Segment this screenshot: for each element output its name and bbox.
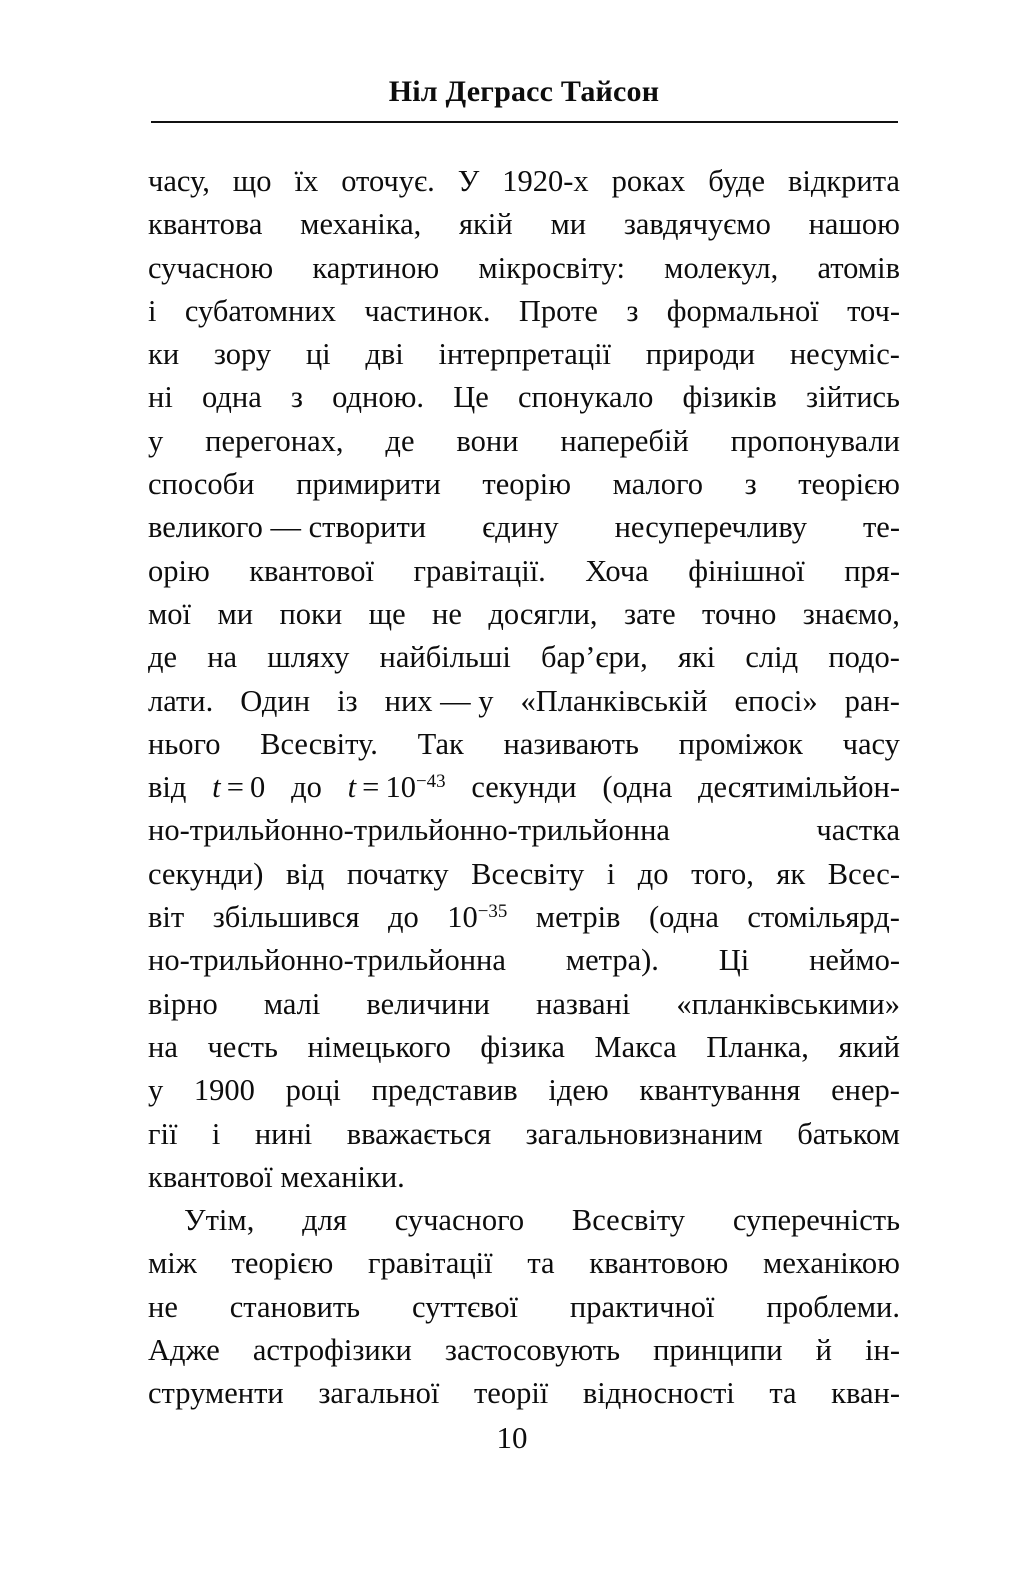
text-word: подо- [828,640,900,675]
text-word: поки [279,596,343,631]
text-word: нині [254,1116,313,1151]
text-word: із [337,683,358,718]
math-variable-t: t [347,770,357,805]
text-word: завдячуємо [623,207,771,242]
text-word: неймо- [809,943,900,978]
text-word: у [148,423,164,458]
text-word: Макса [594,1029,677,1064]
text-line [148,896,900,939]
running-head-title: Ніл Деграсс Тайсон [388,75,660,108]
text-word: гравітації. [413,553,546,588]
text-word: застосовують [444,1333,620,1368]
text-word: них — у [384,683,494,718]
text-line [148,680,900,723]
text-word: інтерпретації [438,337,612,372]
text-word: віт [148,900,185,935]
text-word: який [838,1029,900,1064]
text-word: сучасного [394,1203,525,1238]
text-word: з [744,467,757,502]
text-word: до [637,856,669,891]
text-word: t = 0 [212,770,266,805]
text-word: ні [148,380,173,415]
text-word: способи [148,467,255,502]
text-word: становить [229,1289,361,1324]
text-word: де [385,423,415,458]
text-word: Планка, [706,1029,809,1064]
text-word: шляху [267,640,350,675]
text-word: секунди) [148,856,264,891]
text-word: формальної [666,293,819,328]
math-variable-t: t [212,770,221,805]
text-word: метрів [535,900,621,935]
text-word: зору [213,337,272,372]
text-line [148,247,900,290]
text-word: зате [623,596,676,631]
text-word: великого — створити [148,510,427,545]
header-rule [151,121,898,123]
text-word: частка [816,813,900,848]
text-word: вони [456,423,519,458]
text-word: роках [611,164,686,198]
text-word: пря- [844,553,900,588]
text-word: квантування [639,1073,801,1108]
text-word: вважається [346,1116,492,1151]
text-word: сучасною [148,250,274,285]
text-word: з [290,380,303,415]
text-word: проблеми. [766,1289,900,1324]
math-exponent: −43 [416,771,446,793]
text-word: бар’єри, [540,640,648,675]
text-word: німецького [307,1029,451,1064]
text-line [148,1286,900,1329]
text-word: $t = 10^{-43}$ [347,770,446,805]
text-word: часу, [148,164,210,198]
text-word: оточує. [341,164,435,198]
text-word: практичної [569,1289,715,1324]
text-word: як [776,856,806,891]
text-line [148,809,900,852]
text-word: малі [263,986,321,1021]
text-word: не [432,596,462,631]
text-word: називають [503,726,639,761]
text-word: секунди [471,770,577,805]
text-line [148,376,900,419]
text-word: теорією [231,1246,334,1281]
text-word: Всесвіту. [260,726,378,761]
text-line [148,203,900,246]
text-word: Один [240,683,311,718]
text-word: слід [745,640,799,675]
text-word: частинок. [364,293,491,328]
text-word: ці [305,337,331,372]
text-line: квантової механіки. [148,1159,405,1194]
text-line [148,333,900,376]
text-word: струменти [148,1376,284,1411]
text-word: но-трильйонно-трильйонна [148,943,506,978]
text-word: на [148,1029,178,1064]
text-word: одною. [332,380,425,415]
text-word: проміжок [678,726,803,761]
text-word: де [148,640,178,675]
text-line [148,636,900,679]
text-word: нього [148,726,221,761]
text-word: зійтись [806,380,900,415]
text-word: принципи [653,1333,783,1368]
text-word: (одна [648,900,719,935]
text-word: нашою [808,207,900,242]
text-word: якій [459,207,513,242]
text-word: загальної [318,1376,440,1411]
text-word: кван- [831,1376,900,1411]
text-word: й [815,1333,832,1368]
text-word: енер- [831,1073,900,1108]
text-word: картиною [312,250,440,285]
text-word: Всесвіту [471,856,585,891]
text-word: орію [148,553,210,588]
text-word: ми [217,596,254,631]
text-line [148,593,900,636]
text-word: збільшився [212,900,360,935]
text-line [148,1113,900,1156]
text-line [148,1329,900,1372]
text-word: точ- [847,293,900,328]
text-word: та [769,1376,797,1411]
text-word: вірно [148,986,218,1021]
text-word: від [285,856,325,891]
text-word: фізиків [682,380,777,415]
text-line [148,853,900,896]
text-word: спонукало [518,380,654,415]
text-word: та [527,1246,555,1281]
text-word: від [148,770,187,805]
text-word: їх [294,164,319,198]
text-word: одна [201,380,262,415]
text-word: Всес- [827,856,900,891]
text-word: початку [346,856,449,891]
text-word: дві [365,337,404,372]
text-word: Проте [518,293,598,328]
text-word: батьком [797,1116,900,1151]
text-word: до [291,770,322,805]
text-line [148,463,900,506]
text-word: честь [207,1029,278,1064]
text-word: часу [842,726,900,761]
text-word: «планківськими» [676,986,900,1021]
text-word: несуміс- [789,337,900,372]
text-word: досягли, [488,596,598,631]
text-word: ки [148,337,180,372]
text-word: квантова [148,207,263,242]
text-word: (одна [602,770,673,805]
text-word: механікою [763,1246,900,1281]
text-line [148,1199,900,1242]
text-word: не [148,1289,178,1324]
text-word: названі [536,986,631,1021]
text-word: перегонах, [205,423,344,458]
text-line [148,506,900,549]
text-word: фізика [480,1029,565,1064]
text-word: і [148,293,157,328]
text-word: ідею [548,1073,609,1108]
text-word: природи [645,337,756,372]
text-line [148,1242,900,1285]
math-exponent: −35 [477,901,508,923]
text-word: квантовою [589,1246,729,1281]
text-word: те- [862,510,900,545]
text-word: субатомних [184,293,336,328]
text-word: «Планківській [520,683,708,718]
text-line [148,420,900,463]
text-word: і [211,1116,221,1151]
text-word: до [387,900,419,935]
text-word: фінішної [688,553,805,588]
text-word: лати. [148,683,214,718]
text-word: ще [368,596,406,631]
text-word: відкрита [787,164,900,198]
text-word: $10^{-35}$ [447,900,508,935]
text-word: Так [417,726,464,761]
text-word: найбільші [379,640,511,675]
text-word: Всесвіту [571,1203,686,1238]
text-line [148,1069,900,1112]
text-word: точно [702,596,777,631]
text-word: астрофізики [252,1333,412,1368]
text-word: молекул, [664,250,779,285]
text-word: році [285,1073,341,1108]
text-line [148,766,900,809]
text-word: гії [148,1116,178,1151]
text-word: ран- [844,683,900,718]
text-line [148,290,900,333]
text-word: атомів [817,250,900,285]
text-word: У [457,164,480,198]
text-word: знаємо, [802,596,900,631]
text-word: 1900 [193,1073,255,1108]
text-word: з [626,293,639,328]
text-word: теорією [798,467,900,502]
text-word: примирити [296,467,441,502]
text-word: десятимільйон- [697,770,900,805]
text-word: які [677,640,716,675]
text-line [148,1026,900,1069]
text-word: загальновизнаним [525,1116,763,1151]
text-word: Адже [148,1333,220,1368]
text-word: між [148,1246,197,1281]
text-line [148,550,900,593]
text-word: Утім, [184,1203,255,1238]
text-word: теорію [482,467,572,502]
text-word: єдину [482,510,559,545]
text-word: малого [612,467,703,502]
text-word: мої [148,596,192,631]
text-word: на [207,640,238,675]
text-word: Хоча [585,553,649,588]
text-word: мікросвіту: [478,250,625,285]
text-word: ін- [865,1333,900,1368]
text-word: для [302,1203,347,1238]
text-word: того, [691,856,754,891]
text-word: епосі» [734,683,818,718]
text-word: пропонували [730,423,900,458]
text-line [148,939,900,982]
text-word: у [148,1073,164,1108]
text-word: і [606,856,616,891]
text-word: буде [708,164,765,198]
text-word: стомільярд- [747,900,900,935]
text-word: Це [453,380,489,415]
text-word: механіка, [300,207,422,242]
text-word: Ці [718,943,750,978]
text-line [148,160,900,203]
text-word: представив [371,1073,518,1108]
text-word: несуперечливу [614,510,807,545]
text-word: гравітації [367,1246,493,1281]
text-line [148,983,900,1026]
text-word: теорії [473,1376,549,1411]
text-word: суперечність [732,1203,900,1238]
page-number: 10 [496,1420,528,1455]
text-word: що [232,164,272,198]
text-word: метра). [565,943,659,978]
text-word: відносності [582,1376,735,1411]
text-word: ми [550,207,587,242]
text-word: 1920-х [502,164,589,198]
text-word: величини [366,986,490,1021]
text-line [148,723,900,766]
text-word: наперебій [560,423,689,458]
body-text-block [148,160,900,1416]
text-word: квантової [249,553,375,588]
text-word: суттєвої [411,1289,519,1324]
text-word: но-трильйонно-трильйонно-трильйонна [148,813,670,848]
text-line [148,1372,900,1415]
